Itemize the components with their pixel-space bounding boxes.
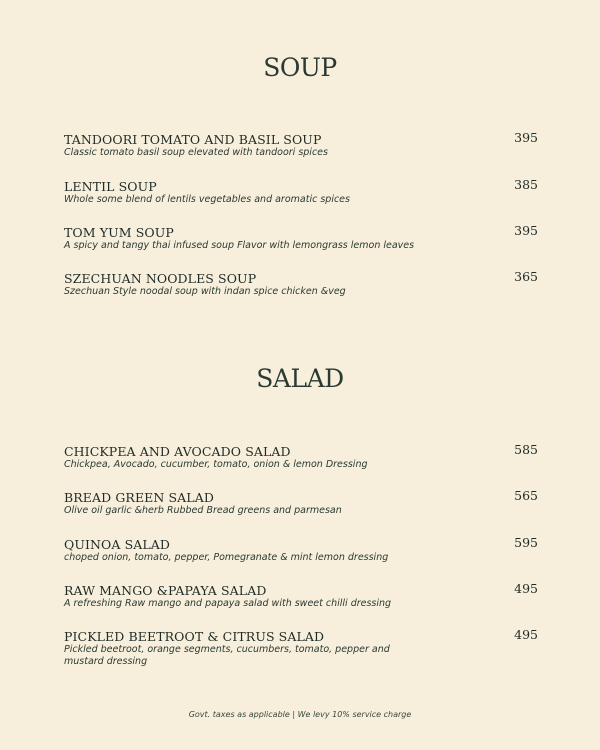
item-description: A spicy and tangy thai infused soup Flavor with lemongrass lemon leaves (64, 240, 415, 251)
menu-item-soup-1 (64, 132, 538, 159)
menu-item-salad-5 (64, 629, 538, 668)
item-price: 365 (514, 269, 538, 284)
item-description: Chickpea, Avocado, cucumber, tomato, onion & lemon Dressing (64, 459, 368, 470)
item-name: SZECHUAN NOODLES SOUP (64, 271, 257, 286)
item-description: choped onion, tomato, pepper, Pomegranate & mint lemon dressing (64, 552, 389, 563)
item-name: BREAD GREEN SALAD (64, 490, 214, 505)
section-title-salad: SALAD (256, 364, 344, 393)
item-name: TANDOORI TOMATO AND BASIL SOUP (64, 132, 322, 147)
item-name: QUINOA SALAD (64, 537, 171, 552)
item-price: 395 (514, 223, 538, 238)
item-name: TOM YUM SOUP (64, 225, 174, 240)
item-name: RAW MANGO &PAPAYA SALAD (64, 583, 267, 598)
item-description: Whole some blend of lentils vegetables and aromatic spices (64, 194, 350, 205)
menu-item-salad-3 (64, 537, 538, 564)
item-price: 595 (514, 535, 538, 550)
menu-item-soup-3 (64, 225, 538, 252)
item-description: A refreshing Raw mango and papaya salad with sweet chilli dressing (64, 598, 392, 609)
footer-note: Govt. taxes as applicable | We levy 10% service charge (188, 710, 412, 719)
menu-item-salad-2 (64, 490, 538, 517)
item-price: 585 (514, 442, 538, 457)
item-name: CHICKPEA AND AVOCADO SALAD (64, 444, 291, 459)
menu-item-salad-1 (64, 444, 538, 471)
menu-item-soup-2 (64, 179, 538, 206)
item-price: 565 (514, 488, 538, 503)
item-description: Pickled beetroot, orange segments, cucumbers, tomato, pepper and mustard dressing (64, 644, 390, 667)
item-price: 385 (514, 177, 538, 192)
item-price: 395 (514, 130, 538, 145)
item-description: Szechuan Style noodal soup with indan spice chicken &veg (64, 286, 346, 297)
menu-item-salad-4 (64, 583, 538, 610)
section-title-soup: SOUP (263, 53, 337, 82)
menu-item-soup-4 (64, 271, 538, 298)
item-description: Classic tomato basil soup elevated with tandoori spices (64, 147, 328, 158)
item-name: PICKLED BEETROOT & CITRUS SALAD (64, 629, 325, 644)
item-name: LENTIL SOUP (64, 179, 157, 194)
item-description: Olive oil garlic &herb Rubbed Bread greens and parmesan (64, 505, 342, 516)
item-price: 495 (514, 581, 538, 596)
item-price: 495 (514, 627, 538, 642)
